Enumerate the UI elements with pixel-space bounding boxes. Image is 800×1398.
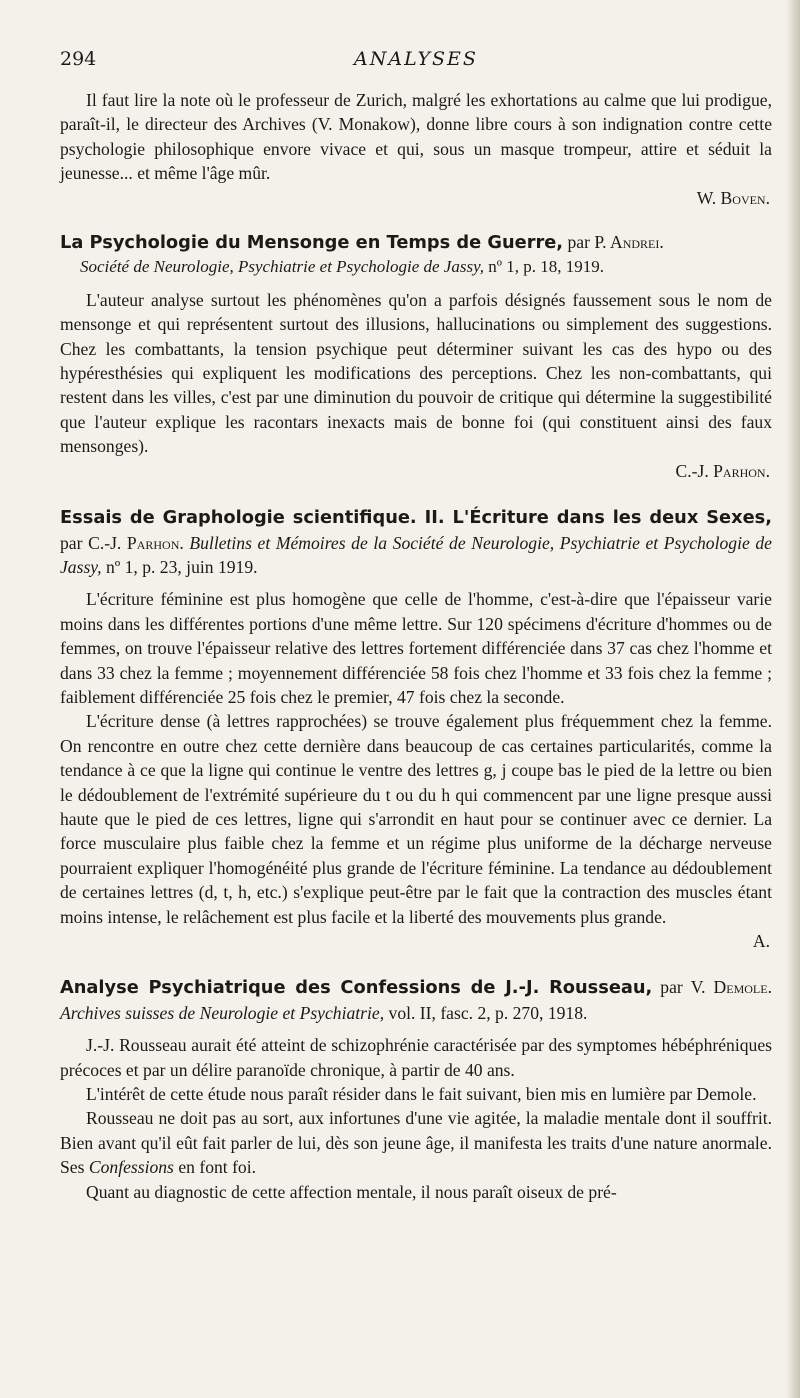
article1-details: nº 1, p. 18, 1919. [488,257,604,277]
article3-author-prefix: par [660,977,683,998]
article2-title: Essais de Graphologie scientifique. II. L'Écriture dans les deux Sexes, [60,507,772,529]
article2-source: Bulletins et Mémoires de la Société de Neurologie, Psychiatrie et Psychologie de Jassy, [60,532,772,577]
article1-author-prefix: par [567,232,590,253]
page-content [60,88,772,1204]
article1-heading [60,230,772,280]
article2-heading [60,505,772,579]
article1-title: La Psychologie du Mensonge en Temps de Guerre, [60,232,564,254]
article3-paragraph-3a: Rousseau ne doit pas au sort, aux infortunes d'une vie agitée, la maladie mentale dont il souffrit. Bien avant qu'il eût fait parler de lui, dès son jeune âge, il manifesta les traits d'une nature anormale. Ses [60,1108,772,1178]
article3-details: vol. II, fasc. 2, p. 270, 1918. [388,1002,588,1023]
article3-confessions-title: Confessions [88,1157,174,1178]
intro-paragraph: Il faut lire la note où le professeur de Zurich, malgré les exhortations au calme que lui prodigue, paraît-il, le directeur des Archives (V. Monakow), donne libre cours à son indignation contre cette psychologie philosophique envore vivace et qui, sous un masque trompeur, attire et séduit la jeunesse... et même l'âge mûr. [60,90,772,184]
article2-paragraph-1: L'écriture féminine est plus homogène que celle de l'homme, c'est-à-dire que l'épaisseur varie moins dans les différentes portions d'une même lettre. Sur 120 spécimens d'écriture d'hommes ou de femmes, on trouve l'épaisseur relative des lettres fortement différenciée dans 37 cas chez l'homme et dans 33 chez la femme ; moyennement différenciée 58 fois chez l'homme et 33 fois chez la femme ; faiblement différenciée 25 fois chez le premier, 47 fois chez la seconde. [60,589,772,707]
article1-signature: C.-J. Parhon. [675,460,770,481]
article3-heading [60,975,772,1025]
article1-source: Société de Neurologie, Psychiatrie et Psychologie de Jassy, [80,257,484,277]
article3-paragraph-2: L'intérêt de cette étude nous paraît résider dans le fait suivant, bien mis en lumière par Demole. [86,1084,757,1105]
article3-paragraph-1: J.-J. Rousseau aurait été atteint de schizophrénie caractérisée par des symptomes hébéphréniques précoces et par un délire paranoïde chronique, à partir de 40 ans. [60,1035,772,1080]
page-edge-shadow [786,0,800,1398]
article3-author: V. Demole. [690,977,772,998]
page-number: 294 [60,48,97,70]
article1-paragraph: L'auteur analyse surtout les phénomènes qu'on a parfois désignés faussement sous le nom de mensonge et qui représentent surtout des illusions, hallucinations ou simplement des suggestions. Chez les combattants, la tension psychique peut déterminer suivant les cas des hypo ou des hypéresthésies qui expliquent les modifications des perceptions. Chez les non-combattants, qui restent dans les villes, c'est par une diminution du pouvoir de critique qui détermine la suggestibilité que l'auteur explique les racontars inexacts mais de bonne foi (qui constituent ainsi des faux mensonges). [60,289,772,457]
article3-source: Archives suisses de Neurologie et Psychiatrie, [60,1002,385,1023]
article3-title: Analyse Psychiatrique des Confessions de J.-J. Rousseau, [60,977,653,999]
article1-title-line [60,230,772,255]
running-title: ANALYSES [354,48,478,70]
article3-title-line [60,975,772,1025]
article1-author: P. Andrei. [594,232,664,253]
article2-title-line [60,505,772,579]
intro-signature: W. Boven. [696,187,770,208]
article2-paragraph-2: L'écriture dense (à lettres rapprochées) se trouve également plus fréquemment chez la femme. On rencontre en outre chez cette dernière dans beaucoup de cas certaines particularités, comme la tendance à ce que la ligne qui continue le ventre des lettres g, j coupe bas le pied de la lettre ou bien le dédoublement de l'extrémité supérieure du t ou du h qui commencent par une ligne presque aussi haute que le pied de ces lettres, ligne qui s'arrondit en haut pour se continuer avec ce dernier. La force musculaire plus faible chez la femme et un régime plus uniforme de la décharge nerveuse pourraient expliquer l'homogénéité plus grande de l'écriture féminine. La tendance au dédoublement de certaines lettres (d, t, h, etc.) s'explique peut-être par le fait que la contraction des muscles étant moins intense, le relâchement est plus facile et la liberté des mouvements plus grande. [60,711,772,927]
article2-author: C.-J. Parhon. [88,532,184,553]
article3-paragraph-4: Quant au diagnostic de cette affection mentale, il nous paraît oiseux de pré- [86,1181,617,1202]
article2-author-prefix: par [60,532,83,553]
article3-paragraph-3b: en font foi. [178,1157,257,1178]
article2-details: nº 1, p. 23, juin 1919. [105,556,258,577]
running-header [60,48,772,74]
article2-signature: A. [752,931,770,951]
article1-citation [60,255,772,279]
article3-paragraph-3 [60,1106,772,1179]
